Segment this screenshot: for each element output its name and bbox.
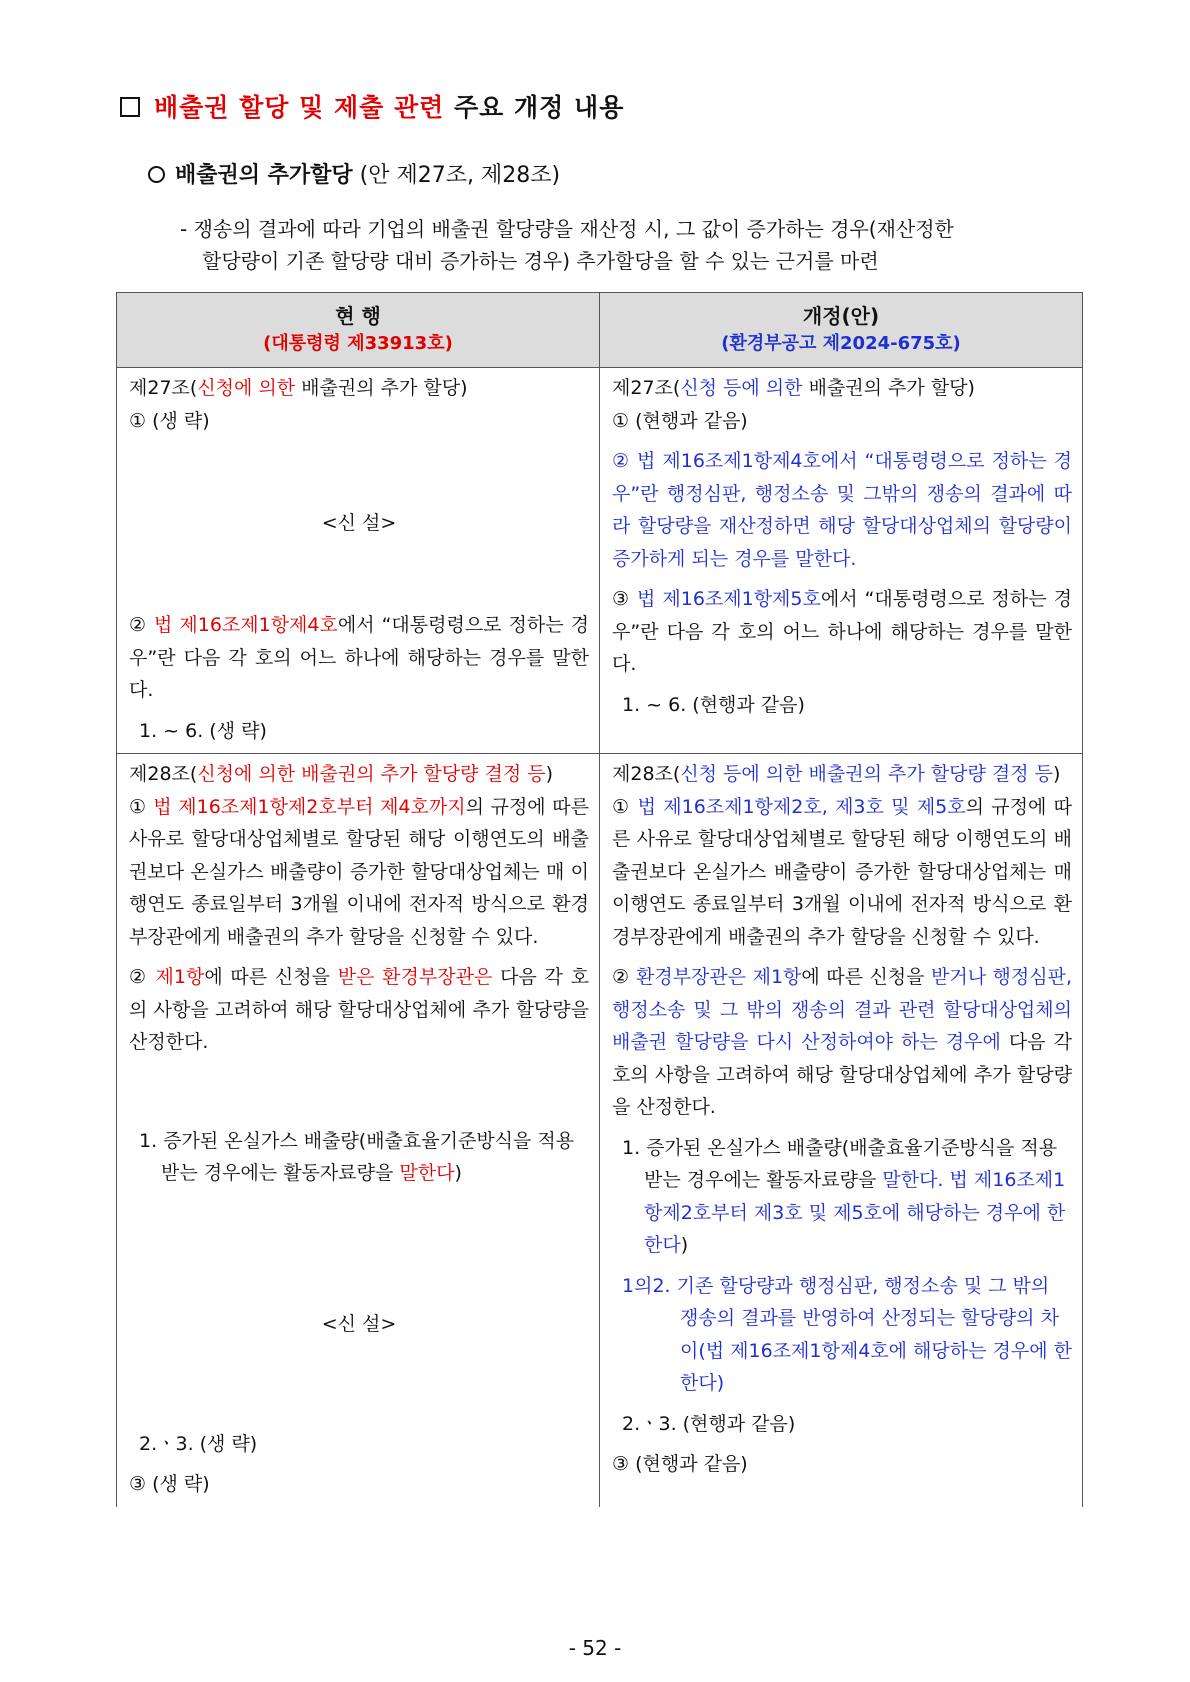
article-title: 제27조(신청에 의한 배출권의 추가 할당): [129, 377, 468, 399]
article-27-row: [117, 368, 1083, 754]
item-1: 1. 증가된 온실가스 배출량(배출효율기준방식을 적용받는 경우에는 활동자료량을 말한다. 법 제16조제1항제2호부터 제3호 및 제5호에 해당하는 경우에 한한다): [622, 1136, 1066, 1256]
checkbox-square-icon: [120, 97, 140, 117]
clause-3: ③ (생 략): [129, 1473, 210, 1495]
items-1-6: 1. ~ 6. (현행과 같음): [622, 693, 805, 716]
amendment-header: 개정(안) (환경부공고 제2024-675호): [600, 293, 1083, 368]
items-2-3: 2.ㆍ3. (현행과 같음): [622, 1412, 796, 1435]
article-title: 제27조(신청 등에 의한 배출권의 추가 할당): [612, 377, 975, 399]
clause-2: ② 법 제16조제1항제4호에서 “대통령령으로 정하는 경우”란 다음 각 호의 어느 하나에 해당하는 경우를 말한다.: [129, 614, 589, 701]
current-article-27: [117, 368, 600, 754]
clause-2: ② 제1항에 따른 신청을 받은 환경부장관은 다음 각 호의 사항을 고려하여 해당 할당대상업체에 추가 할당량을 산정한다.: [129, 966, 589, 1053]
clause-1: ① 법 제16조제1항제2호, 제3호 및 제5호의 규정에 따른 사유로 할당대상업체별로 할당된 해당 이행연도의 배출권보다 온실가스 배출량이 증가한 할당대상업체는 매 이행연도 종료일부터 3개월 이내에 전자적 방식으로 환경부장관에게 배출권의 추가 할당을 신청할 수 있다.: [612, 795, 1072, 948]
item-1-2-new: 1의2. 기존 할당량과 행정심판, 행정소송 및 그 밖의 쟁송의 결과를 반영하여 산정되는 할당량의 차이(법 제16조제1항제4호에 해당하는 경우에 한한다): [622, 1274, 1072, 1394]
current-law-header: 현 행 (대통령령 제33913호): [117, 293, 600, 368]
section-heading: 배출권 할당 및 제출 관련 주요 개정 내용: [120, 88, 624, 124]
clause-1: ① (생 략): [129, 409, 210, 432]
page-number: - 52 -: [568, 1636, 622, 1660]
clause-2: ② 환경부장관은 제1항에 따른 신청을 받거나 행정심판, 행정소송 및 그 밖의 쟁송의 결과 관련 할당대상업체의 배출권 할당량을 다시 산정하여야 하는 경우에 다음 각 호의 사항을 고려하여 해당 할당대상업체에 추가 할당량을 산정한다.: [612, 966, 1073, 1118]
summary-description: - 쟁송의 결과에 따라 기업의 배출권 할당량을 재산정 시, 그 값이 증가하는 경우(재산정한 할당량이 기존 할당량 대비 증가하는 경우) 추가할당을 할 수 있는 근거를 마련: [180, 217, 954, 273]
items-1-6: 1. ~ 6. (생 략): [139, 719, 267, 742]
clause-1: ① 법 제16조제1항제2호부터 제4호까지의 규정에 따른 사유로 할당대상업체별로 할당된 해당 이행연도의 배출권보다 온실가스 배출량이 증가한 할당대상업체는 매 이행연도 종료일부터 3개월 이내에 전자적 방식으로 환경부장관에게 배출권의 추가 할당을 신청할 수 있다.: [129, 795, 589, 948]
new-provision-placeholder: <신 설>: [321, 1312, 397, 1335]
article-28-row: [117, 754, 1083, 1507]
clause-1: ① (현행과 같음): [612, 409, 748, 432]
clause-2-new: ② 법 제16조제1항제4호에서 “대통령령으로 정하는 경우”란 행정심판, 행정소송 및 그밖의 쟁송의 결과에 따라 할당량을 재산정하면 해당 할당대상업체의 할당량이 증가하게 되는 경우를 말한다.: [612, 450, 1072, 570]
subsection-heading: 배출권의 추가할당 (안 제27조, 제28조): [148, 158, 560, 189]
article-title: 제28조(신청 등에 의한 배출권의 추가 할당량 결정 등): [612, 763, 1061, 785]
circle-bullet-icon: [148, 166, 165, 183]
comparison-table: [116, 292, 1083, 1507]
amended-article-27: [600, 368, 1083, 754]
current-article-28: [117, 754, 600, 1507]
amended-article-28: [600, 754, 1083, 1507]
items-2-3: 2.ㆍ3. (생 략): [139, 1432, 258, 1455]
new-provision-placeholder: <신 설>: [321, 512, 397, 534]
item-1: 1. 증가된 온실가스 배출량(배출효율기준방식을 적용받는 경우에는 활동자료량을 말한다): [139, 1129, 575, 1184]
clause-3: ③ 법 제16조제1항제5호에서 “대통령령으로 정하는 경우”란 다음 각 호의 어느 하나에 해당하는 경우를 말한다.: [612, 588, 1072, 675]
table-header-row: [117, 293, 1083, 368]
article-title: 제28조(신청에 의한 배출권의 추가 할당량 결정 등): [129, 763, 553, 785]
clause-3: ③ (현행과 같음): [612, 1453, 748, 1475]
